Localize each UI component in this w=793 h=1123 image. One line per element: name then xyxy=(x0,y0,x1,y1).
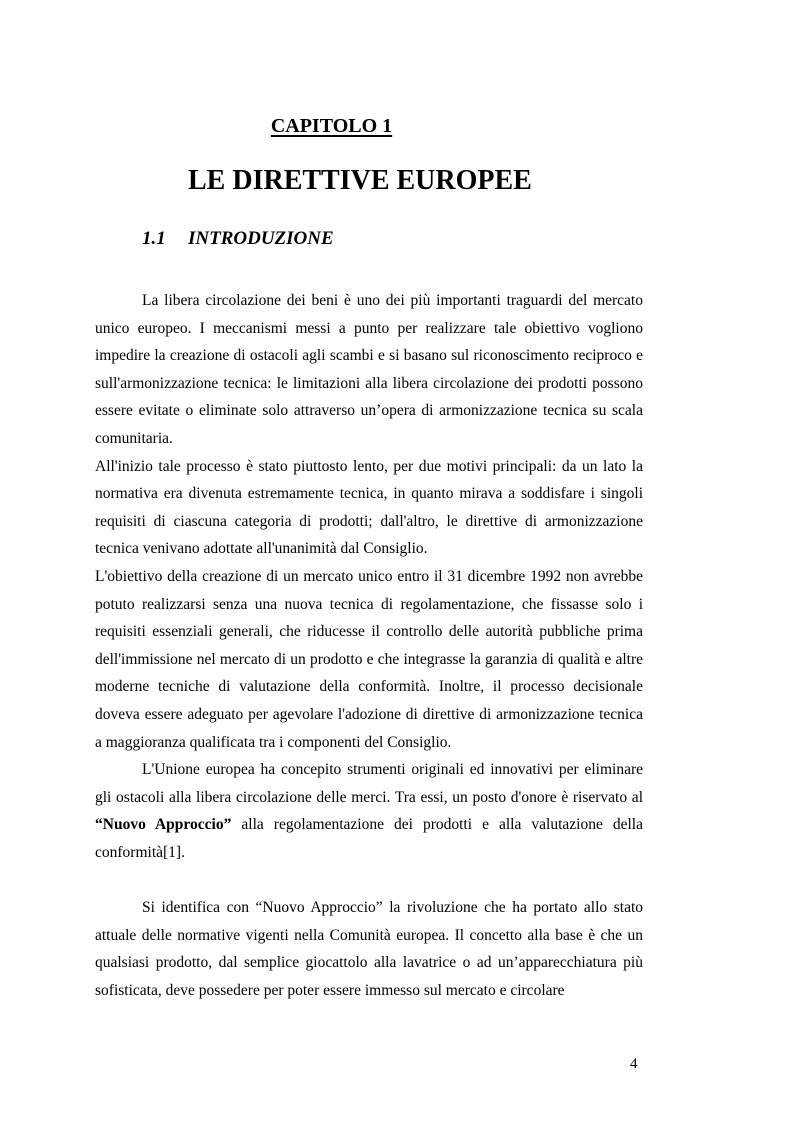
paragraph-4-text-start: L'Unione europea ha concepito strumenti originali ed innovativi per eliminare gli ostacoli alla libera circolazione delle merci. Tra essi, un posto d'onore è riservato al xyxy=(95,761,643,806)
chapter-title: LE DIRETTIVE EUROPEE xyxy=(188,165,532,196)
section-number: 1.1 xyxy=(142,228,166,249)
paragraph-4 xyxy=(95,756,643,866)
body-text xyxy=(95,287,643,1004)
section-heading xyxy=(142,228,334,250)
paragraph-4-text-end: alla regolamentazione dei prodotti e alla valutazione della conformità[1]. xyxy=(95,816,643,861)
paragraph-3: L'obiettivo della creazione di un mercato unico entro il 31 dicembre 1992 non avrebbe potuto realizzarsi senza una nuova tecnica di regolamentazione, che fissasse solo i requisiti essenziali generali, che riducesse il controllo delle autorità pubbliche prima dell'immissione nel mercato di un prodotto e che integrasse la garanzia di qualità e altre moderne tecniche di valutazione della conformità. Inoltre, il processo decisionale doveva essere adeguato per agevolare l'adozione di direttive di armonizzazione tecnica a maggioranza qualificata tra i componenti del Consiglio. xyxy=(95,567,643,751)
section-title: INTRODUZIONE xyxy=(188,228,334,249)
nuovo-approccio-emphasis: “Nuovo Approccio” xyxy=(95,816,232,834)
paragraph-1: La libera circolazione dei beni è uno dei più importanti traguardi del mercato unico europeo. I meccanismi messi a punto per realizzare tale obiettivo vogliono impedire la creazione di ostacoli agli scambi e si basano sul riconoscimento reciproco e sull'armonizzazione tecnica: le limitazioni alla libera circolazione dei prodotti possono essere evitate o eliminate solo attraverso un’opera di armonizzazione tecnica su scala comunitaria. xyxy=(95,292,643,447)
chapter-label: CAPITOLO 1 xyxy=(270,115,393,137)
paragraph-2: All'inizio tale processo è stato piuttosto lento, per due motivi principali: da un lato la normativa era divenuta estremamente tecnica, in quanto mirava a soddisfare i singoli requisiti di ciascuna categoria di prodotti; dall'altro, le direttive di armonizzazione tecnica venivano adottate all'unanimità dal Consiglio. xyxy=(95,457,643,558)
page-number: 4 xyxy=(630,1056,638,1072)
paragraph-5: Si identifica con “Nuovo Approccio” la rivoluzione che ha portato allo stato attuale delle normative vigenti nella Comunità europea. Il concetto alla base è che un qualsiasi prodotto, dal semplice giocattolo alla lavatrice o ad un’apparecchiatura più sofisticata, deve possedere per poter essere immesso sul mercato e circolare xyxy=(95,899,643,999)
